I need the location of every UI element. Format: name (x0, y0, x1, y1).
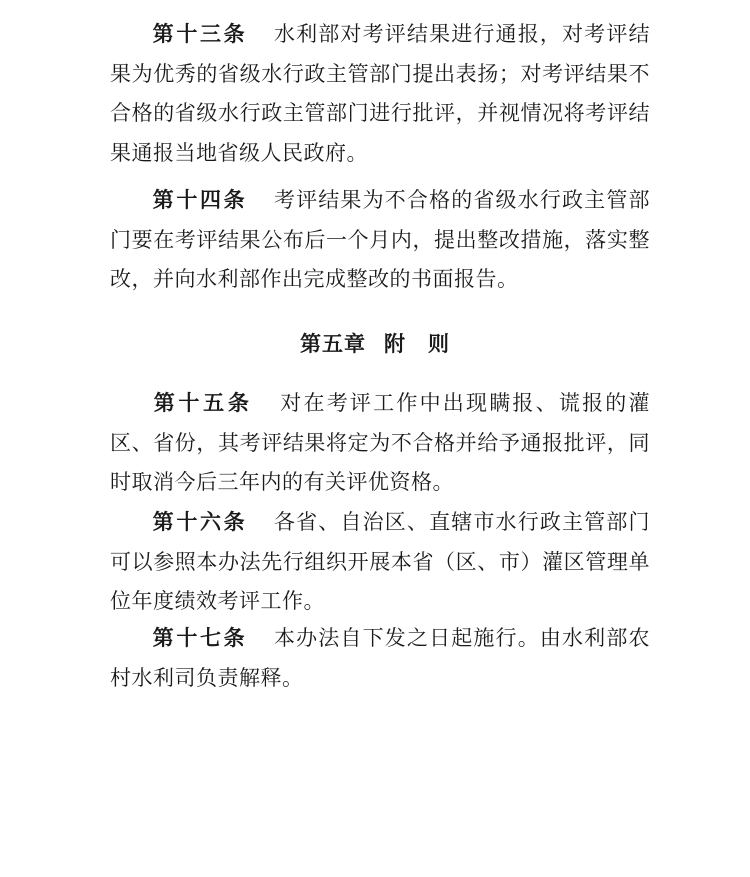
article-number: 第十七条 (152, 625, 248, 650)
chapter-number: 第五章 (300, 331, 366, 356)
article-text: 各省、自治区、直辖市水行政主管部门可以参照本办法先行组织开展本省（区、市）灌区管理单位年度绩效考评工作。 (110, 510, 650, 613)
article-15 (110, 383, 650, 503)
article-text: 本办法自下发之日起施行。由水利部农村水利司负责解释。 (110, 626, 650, 690)
article-number: 第十四条 (152, 187, 248, 212)
article-17 (110, 618, 650, 698)
chapter-title: 附 则 (384, 331, 450, 356)
article-text: 对在考评工作中出现瞒报、谎报的灌区、省份，其考评结果将定为不合格并给予通报批评，同时取消今后三年内的有关评优资格。 (110, 391, 651, 494)
chapter-heading (0, 328, 750, 358)
article-text: 水利部对考评结果进行通报，对考评结果为优秀的省级水行政主管部门提出表扬；对考评结果不合格的省级水行政主管部门进行批评，并视情况将考评结果通报当地省级人民政府。 (110, 22, 650, 165)
article-16 (110, 502, 650, 622)
article-number: 第十三条 (152, 21, 248, 46)
article-14 (110, 180, 650, 300)
article-number: 第十六条 (152, 509, 248, 534)
article-number: 第十五条 (152, 390, 253, 415)
article-13 (110, 14, 650, 173)
article-text: 考评结果为不合格的省级水行政主管部门要在考评结果公布后一个月内，提出整改措施，落实整改，并向水利部作出完成整改的书面报告。 (110, 188, 650, 291)
